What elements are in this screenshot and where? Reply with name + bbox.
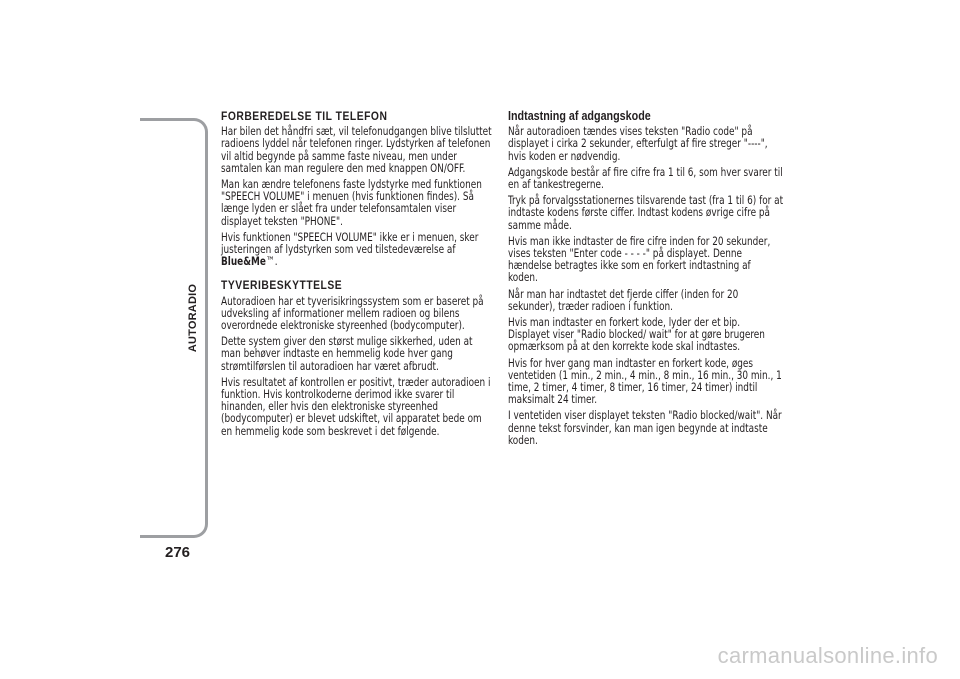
section-tab <box>186 270 200 366</box>
paragraph-brand <box>221 231 494 268</box>
paragraph: Har bilen det håndfri sæt, vil telefonudgangen blive tilsluttet radioens lyddel når telefonen ringer. Lydstyrken af telefonen vil altid begynde på samme faste niveau, men under samtalen kan man regulere den med knappen ON/OFF. <box>221 124 492 175</box>
paragraph: Autoradioen har et tyverisikringssystem som er baseret på udveksling af informationer mellem radioen og bilens overordnede elektroniske styreenhed (bodycomputer). <box>221 293 484 333</box>
paragraph: Adgangskode består af fire cifre fra 1 til 6, som hver svarer til en af tankestregerne. <box>508 164 783 192</box>
paragraph: Tryk på forvalgsstationernes tilsvarende tast (fra 1 til 6) for at indtaste kodens første ciffer. Indtast kodens øvrige cifre på samme måde. <box>508 193 784 232</box>
right-column <box>508 110 783 450</box>
page-number: 276 <box>165 544 191 561</box>
heading-telefon: FORBEREDELSE TIL TELEFON <box>221 109 388 123</box>
paragraph: Hvis resultatet af kontrollen er positivt, træder autoradioen i funktion. Hvis kontrolkoderne derimod ikke svarer til hinanden, eller hvis den elektroniske styreenhed (bodycomputer) er blevet udskiftet, vil apparatet bede om en hemmelig kode som beskrevet i det følgende. <box>221 374 491 438</box>
brand-name: Blue&Me <box>221 254 266 269</box>
paragraph: Når autoradioen tændes vises teksten "Radio code" på displayet i cirka 2 sekunder, efterfulgt af fire streger "----", hvis koden er nødvendig. <box>508 124 768 163</box>
paragraph: Hvis for hver gang man indtaster en forkert kode, øges ventetiden (1 min., 2 min., 4 min., 8 min., 16 min., 30 min., 1 time, 2 timer, 4 timer, 8 timer, 16 timer, 24 timer) indtil maksimalt 24 timer. <box>508 355 782 407</box>
paragraph: Hvis man ikke indtaster de fire cifre inden for 20 sekunder, vises teksten "Enter code - - - -" på displayet. Denne hændelse betragtes ikke som en forkert indtastning af koden. <box>508 233 771 285</box>
text-run: ™. <box>265 254 278 269</box>
paragraph: Hvis man indtaster en forkert kode, lyder der et bip. Displayet viser "Radio blocked/ wait" for at gøre brugeren opmærksom på at den korrekte kode skal indtastes. <box>508 315 765 354</box>
paragraph: Dette system giver den størst mulige sikkerhed, uden at man behøver indtaste en hemmelig kode hver gang strømtilførslen til autoradioen har været afbrudt. <box>221 334 473 373</box>
paragraph: Når man har indtastet det fjerde ciffer (inden for 20 sekunder), træder radioen i funktion. <box>508 286 739 313</box>
left-column <box>221 110 494 441</box>
paragraph: Man kan ændre telefonens faste lydstyrke med funktionen "SPEECH VOLUME" i menuen (hvis funktionen findes). Så længe lyden er slået fra under telefonsamtalen viser displayet teksten "PHONE". <box>221 177 482 228</box>
heading-adgangskode: Indtastning af adgangskode <box>508 109 651 123</box>
watermark: carmanualsonline.info <box>717 643 938 668</box>
paragraph: I ventetiden viser displayet teksten "Radio blocked/wait". Når denne tekst forsvinder, kan man igen begynde at indtaste koden. <box>508 408 782 447</box>
heading-tyveri: TYVERIBESKYTTELSE <box>221 278 343 293</box>
text-run: Hvis funktionen "SPEECH VOLUME" ikke er i menuen, sker justeringen af lydstyrken som ved tilstedeværelse af <box>221 229 479 257</box>
section-label: AUTORADIO <box>187 283 199 353</box>
